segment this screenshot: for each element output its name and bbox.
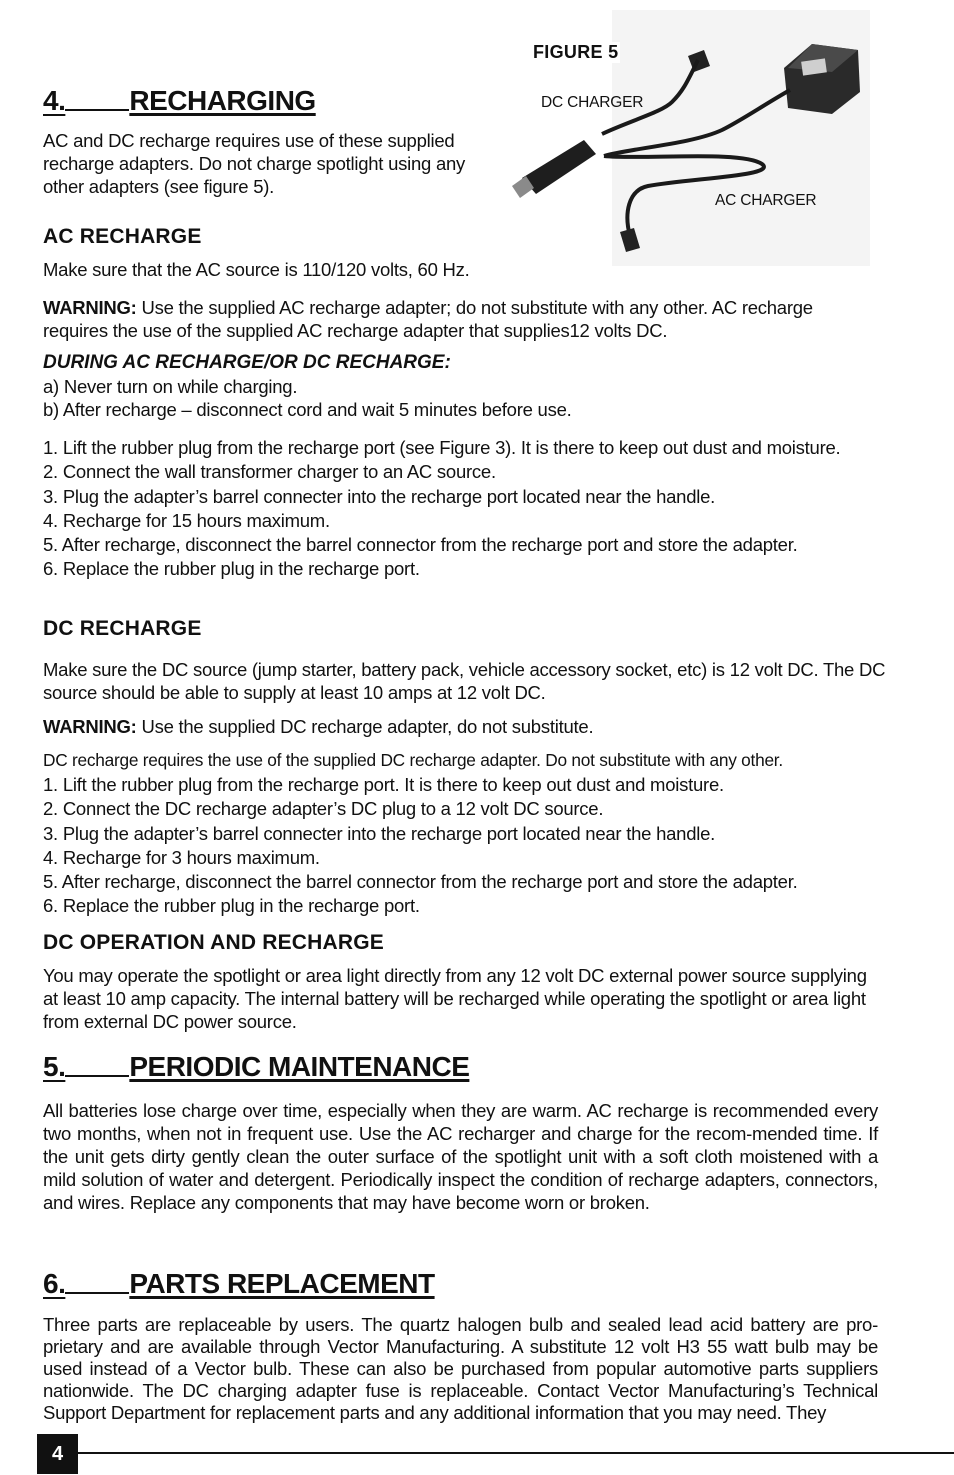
list-item: 1. Lift the rubber plug from the recharge port (see Figure 3). It is there to keep out dust and moisture. [43, 437, 841, 458]
dc-recharge-heading: DC RECHARGE [43, 617, 202, 640]
dc-steps-list [43, 773, 903, 919]
footer-rule [78, 1452, 954, 1454]
section-number: 6. [43, 1268, 66, 1299]
list-item: b) After recharge – disconnect cord and wait 5 minutes before use. [43, 399, 572, 420]
section-title: PERIODIC MAINTENANCE [129, 1051, 470, 1082]
list-item: 3. Plug the adapter’s barrel connecter into the recharge port located near the handle. [43, 822, 716, 844]
during-recharge-list [43, 375, 572, 421]
heading-rule [65, 1051, 129, 1077]
during-recharge-heading: DURING AC RECHARGE/OR DC RECHARGE: [43, 352, 451, 373]
section-number: 5. [43, 1051, 66, 1082]
section-title: PARTS REPLACEMENT [129, 1268, 435, 1299]
list-item: 6. Replace the rubber plug in the recharge port. [43, 895, 420, 917]
list-item: 6. Replace the rubber plug in the recharge port. [43, 558, 420, 580]
section-5-heading [43, 1051, 469, 1083]
dc-charger-label: DC CHARGER [541, 94, 644, 111]
list-item: 2. Connect the wall transformer charger to an AC source. [43, 461, 496, 483]
page-number-box [37, 1434, 78, 1474]
list-item: a) Never turn on while charging. [43, 376, 298, 397]
warning-label: WARNING: [43, 716, 137, 737]
figure-caption: FIGURE 5 [533, 42, 619, 62]
list-item: 3. Plug the adapter’s barrel connecter into the recharge port located near the handle. [43, 485, 716, 507]
maintenance-text: All batteries lose charge over time, especially when they are warm. AC recharge is recommended every two months, when not in frequent use. Use the AC recharger and charge for the recom-mended time. If the unit gets dirty gently clean the outer surface of the spotlight unit with a soft cloth moistened with a mild solution of water and detergent. Periodically inspect the condition of recharge adapters, connectors, and wires. Replace any components that may have become worn or broken. [43, 1100, 878, 1213]
list-item: 4. Recharge for 3 hours maximum. [43, 846, 320, 868]
dc-operation-heading: DC OPERATION AND RECHARGE [43, 931, 385, 954]
dc-source-line: Make sure the DC source (jump starter, battery pack, vehicle accessory socket, etc) is 12 volt DC. The DC source should be able to supply at least 10 amps at 12 volt DC. [43, 659, 886, 703]
parts-text: Three parts are replaceable by users. The quartz halogen bulb and sealed lead acid battery are pro-prietary and are available through Vector Manufacturing. A substitute 12 volt H3 55 watt bulb may be used instead of a Vector bulb. These can also be purchased from popular automotive parts suppliers nationwide. The DC charging adapter fuse is replaceable. Contact Vector Manufacturing’s Technical Support Department for replacement parts and any additional information that you may need. They [43, 1314, 878, 1423]
dc-warning [43, 715, 843, 738]
page-number: 4 [51, 1443, 64, 1465]
list-item: 2. Connect the DC recharge adapter’s DC plug to a 12 volt DC source. [43, 798, 604, 820]
section-6-heading [43, 1268, 435, 1300]
ac-recharge-heading: AC RECHARGE [43, 225, 202, 248]
list-item: 4. Recharge for 15 hours maximum. [43, 509, 330, 531]
ac-charger-label: AC CHARGER [715, 192, 817, 209]
section-4-heading [43, 85, 316, 117]
warning-text: Use the supplied AC recharge adapter; do not substitute with any other. AC recharge requires the use of the supplied AC recharge adapter that supplies12 volts DC. [43, 297, 813, 341]
dc-note: DC recharge requires the use of the supplied DC recharge adapter. Do not substitute with any other. [43, 750, 783, 770]
section-title: RECHARGING [129, 85, 316, 116]
ac-source-line: Make sure that the AC source is 110/120 volts, 60 Hz. [43, 259, 470, 280]
heading-rule [65, 85, 129, 111]
heading-rule [65, 1268, 129, 1294]
list-item: 1. Lift the rubber plug from the recharge port. It is there to keep out dust and moisture. [43, 774, 724, 795]
list-item: 5. After recharge, disconnect the barrel connector from the recharge port and store the adapter. [43, 871, 798, 893]
section-number: 4. [43, 85, 66, 116]
warning-text: Use the supplied DC recharge adapter, do not substitute. [136, 716, 594, 737]
warning-label: WARNING: [43, 297, 137, 318]
figure-5 [512, 10, 870, 266]
dc-operation-text: You may operate the spotlight or area light directly from any 12 volt DC external power source supplying at least 10 amp capacity. The internal battery will be recharged while operating the spotlight or area light from external DC power source. [43, 965, 867, 1032]
ac-warning [43, 296, 843, 342]
ac-steps-list [43, 436, 863, 582]
list-item: 5. After recharge, disconnect the barrel connector from the recharge port and store the adapter. [43, 534, 798, 556]
recharging-intro: AC and DC recharge requires use of these supplied recharge adapters. Do not charge spotlight using any other adapters (see figure 5). [43, 130, 466, 197]
